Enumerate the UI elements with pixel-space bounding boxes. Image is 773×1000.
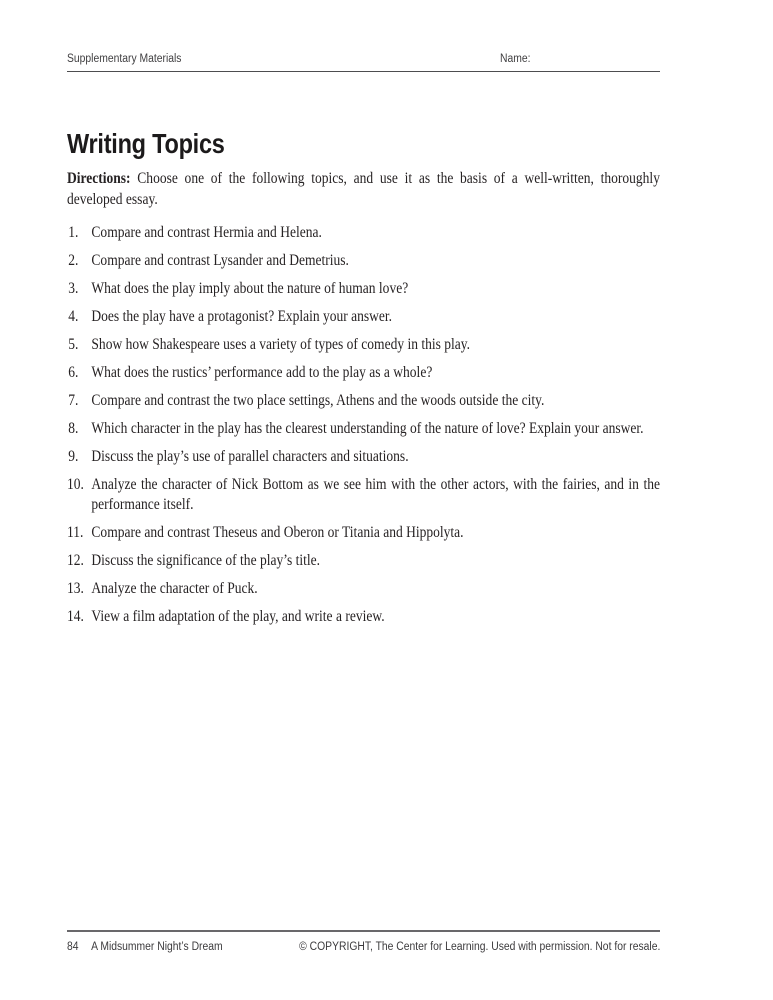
topic-text: Discuss the significance of the play’s title. bbox=[91, 551, 321, 569]
topic-text: Analyze the character of Nick Bottom as we see him with the other actors, with the fairies, and in the performance itself. bbox=[91, 476, 660, 513]
topic-text: Does the play have a protagonist? Explain your answer. bbox=[91, 308, 393, 325]
directions-label: Directions: bbox=[67, 170, 131, 187]
topic-item bbox=[67, 419, 660, 439]
topic-text: What does the rustics’ performance add to the play as a whole? bbox=[91, 364, 433, 381]
topic-text: Show how Shakespeare uses a variety of types of comedy in this play. bbox=[91, 336, 471, 353]
topic-item bbox=[67, 335, 660, 355]
topic-number: 12. bbox=[67, 551, 84, 569]
footer-left bbox=[67, 941, 223, 954]
body-copy bbox=[67, 168, 660, 626]
topic-number: 2. bbox=[68, 252, 79, 269]
topic-number: 9. bbox=[68, 448, 79, 465]
footer-rule bbox=[67, 930, 660, 932]
topic-number: 11. bbox=[67, 523, 84, 541]
topic-text: Compare and contrast the two place settings, Athens and the woods outside the city. bbox=[91, 392, 545, 409]
topic-item bbox=[67, 551, 660, 571]
topic-item bbox=[67, 447, 660, 467]
topic-item bbox=[67, 223, 660, 243]
topic-number: 14. bbox=[67, 607, 84, 625]
topic-item bbox=[67, 363, 660, 383]
topic-item bbox=[67, 279, 660, 299]
directions-text: Choose one of the following topics, and use it as the basis of a well-written, thoroughly developed essay. bbox=[67, 170, 660, 208]
topic-number: 4. bbox=[68, 308, 79, 325]
topic-text: What does the play imply about the nature of human love? bbox=[91, 280, 409, 297]
topic-number: 7. bbox=[68, 392, 79, 409]
topic-item bbox=[67, 251, 660, 271]
page-number: 84 bbox=[67, 941, 79, 953]
topic-number: 3. bbox=[68, 280, 79, 297]
topic-number: 1. bbox=[68, 224, 79, 241]
topic-item bbox=[67, 391, 660, 411]
topic-number: 6. bbox=[68, 364, 79, 381]
topic-number: 10. bbox=[67, 476, 84, 493]
topic-item bbox=[67, 307, 660, 327]
book-title: A Midsummer Night’s Dream bbox=[91, 941, 223, 953]
copyright-text: © COPYRIGHT, The Center for Learning. Used with permission. Not for resale. bbox=[298, 941, 660, 953]
topic-item bbox=[67, 607, 660, 627]
topic-number: 8. bbox=[68, 420, 79, 437]
topics-list bbox=[67, 223, 660, 626]
name-field-label: Name: bbox=[500, 53, 531, 65]
main-content bbox=[67, 129, 747, 635]
topic-number: 13. bbox=[67, 579, 84, 597]
header-section-label: Supplementary Materials bbox=[67, 53, 182, 65]
topic-item bbox=[67, 475, 660, 514]
topic-number: 5. bbox=[68, 336, 79, 353]
topic-text: Analyze the character of Puck. bbox=[91, 579, 258, 597]
topic-text: View a film adaptation of the play, and write a review. bbox=[91, 607, 385, 625]
page-title: Writing Topics bbox=[67, 128, 225, 159]
topic-item bbox=[67, 523, 660, 543]
topic-item bbox=[67, 579, 660, 599]
topic-text: Compare and contrast Lysander and Demetrius. bbox=[91, 252, 349, 269]
topic-text: Compare and contrast Theseus and Oberon or Titania and Hippolyta. bbox=[91, 523, 464, 541]
topic-text: Discuss the play’s use of parallel characters and situations. bbox=[91, 448, 409, 465]
header-rule bbox=[67, 71, 660, 72]
topic-text: Compare and contrast Hermia and Helena. bbox=[91, 224, 322, 241]
directions-paragraph bbox=[67, 168, 660, 210]
topic-text: Which character in the play has the clearest understanding of the nature of love? Explain your answer. bbox=[91, 420, 644, 437]
